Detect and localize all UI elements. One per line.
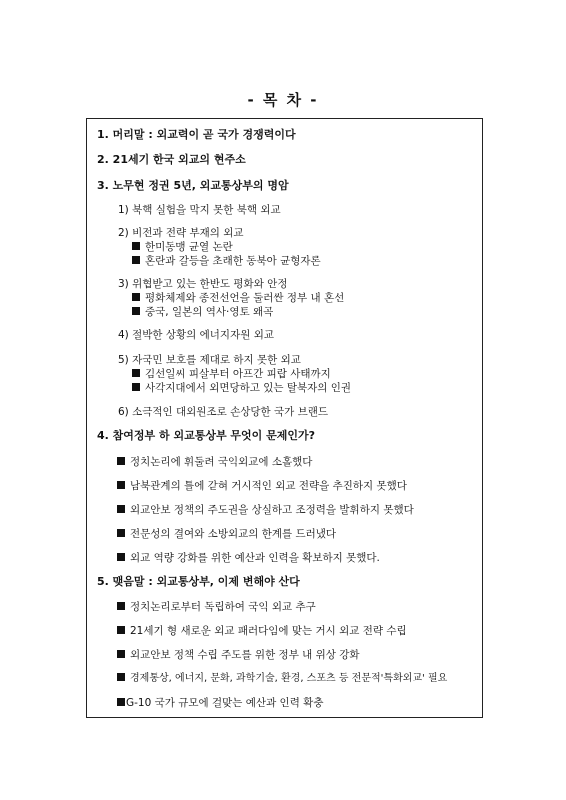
toc-subsection: 3) 위협받고 있는 한반도 평화와 안정 xyxy=(118,278,288,290)
toc-subitem: 평화체제와 종전선언을 둘러싼 정부 내 혼선 xyxy=(132,291,344,305)
square-bullet-icon xyxy=(117,602,125,610)
toc-bullet: 외교안보 정책 수립 주도를 위한 정부 내 위상 강화 xyxy=(117,648,360,662)
table-of-contents xyxy=(86,118,483,718)
square-bullet-icon xyxy=(117,553,125,561)
toc-section-5: 5. 맺음말 : 외교통상부, 이제 변해야 산다 xyxy=(97,575,300,588)
square-bullet-icon xyxy=(132,293,140,301)
toc-bullet: G-10 국가 규모에 걸맞는 예산과 인력 확충 xyxy=(117,696,323,710)
toc-bullet: 남북관계의 틀에 갇혀 거시적인 외교 전략을 추진하지 못했다 xyxy=(117,479,407,493)
toc-bullet: 전문성의 결여와 소방외교의 한계를 드러냈다 xyxy=(117,527,336,541)
toc-bullet: 정치논리에 휘둘려 국익외교에 소홀했다 xyxy=(117,455,312,469)
square-bullet-icon xyxy=(132,369,140,377)
square-bullet-icon xyxy=(117,481,125,489)
toc-section-4: 4. 참여정부 하 외교통상부 무엇이 문제인가? xyxy=(97,429,316,442)
square-bullet-icon xyxy=(132,242,140,250)
square-bullet-icon xyxy=(117,529,125,537)
square-bullet-icon xyxy=(117,698,125,706)
toc-bullet: 경제통상, 에너지, 문화, 과학기술, 환경, 스포츠 등 전문적'특화외교' 필요 xyxy=(117,672,447,686)
toc-subitem: 김선일씨 피살부터 아프간 피랍 사태까지 xyxy=(132,367,331,381)
square-bullet-icon xyxy=(132,383,140,391)
toc-subsection: 5) 자국민 보호를 제대로 하지 못한 외교 xyxy=(118,354,301,366)
toc-section-1: 1. 머리말 : 외교력이 곧 국가 경쟁력이다 xyxy=(97,128,296,141)
square-bullet-icon xyxy=(132,256,140,264)
square-bullet-icon xyxy=(117,673,125,681)
toc-subitem: 사각지대에서 외면당하고 있는 탈북자의 인권 xyxy=(132,381,351,395)
toc-bullet: 정치논리로부터 독립하여 국익 외교 추구 xyxy=(117,600,316,614)
toc-subsection: 1) 북핵 실험을 막지 못한 북핵 외교 xyxy=(118,204,281,216)
square-bullet-icon xyxy=(117,626,125,634)
square-bullet-icon xyxy=(117,457,125,465)
toc-subitem: 한미동맹 균열 논란 xyxy=(132,240,233,254)
toc-section-2: 2. 21세기 한국 외교의 현주소 xyxy=(97,153,246,166)
page-title: - 목 차 - xyxy=(247,91,319,109)
toc-subsection: 4) 절박한 상황의 에너지자원 외교 xyxy=(118,329,274,341)
toc-bullet: 21세기 형 새로운 외교 패러다임에 맞는 거시 외교 전략 수립 xyxy=(117,624,407,638)
toc-subitem: 혼란과 갈등을 초래한 동북아 균형자론 xyxy=(132,254,321,268)
toc-section-3: 3. 노무현 정권 5년, 외교통상부의 명암 xyxy=(97,179,289,192)
toc-subsection: 2) 비전과 전략 부재의 외교 xyxy=(118,227,244,239)
square-bullet-icon xyxy=(117,650,125,658)
square-bullet-icon xyxy=(132,307,140,315)
toc-bullet: 외교 역량 강화를 위한 예산과 인력을 확보하지 못했다. xyxy=(117,551,380,565)
toc-subitem: 중국, 일본의 역사·영토 왜곡 xyxy=(132,305,273,319)
toc-subsection: 6) 소극적인 대외원조로 손상당한 국가 브랜드 xyxy=(118,406,329,418)
square-bullet-icon xyxy=(117,505,125,513)
toc-bullet: 외교안보 정책의 주도권을 상실하고 조정력을 발휘하지 못했다 xyxy=(117,503,414,517)
